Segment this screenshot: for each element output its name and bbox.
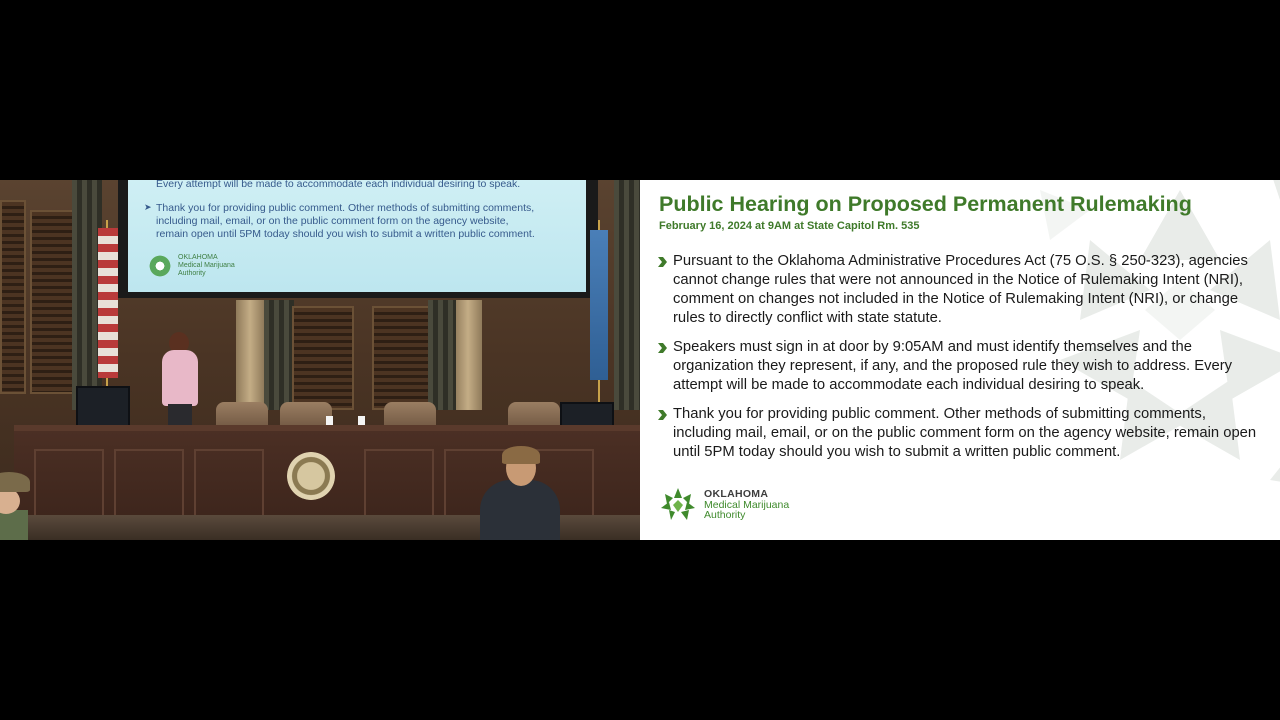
- screen-text: Thank you for providing public comment. Other methods of submitting comments,: [156, 202, 535, 214]
- pillar: [454, 300, 482, 410]
- bullet-text: Speakers must sign in at door by 9:05AM and must identify themselves and the organization they represent, if any, and the proposed rule they wish to address. Every attempt will be made to accommodate each individual desiring to speak.: [673, 339, 1233, 393]
- bullet-item: [658, 405, 1263, 462]
- slide-title: Public Hearing on Proposed Permanent Rulemaking: [659, 192, 1192, 216]
- logo-line-medical-marijuana: Medical Marijuana: [704, 498, 790, 511]
- bullet-list: [658, 252, 1263, 472]
- bullet-text: Thank you for providing public comment. Other methods of submitting comments, including mail, email, or on the public comment form on the agency website, remain open until 5PM today should you wish to submit a written public comment.: [673, 406, 1257, 460]
- screen-text: remain open until 5PM today should you wish to submit a written public comment.: [156, 228, 535, 240]
- ommA-logo-icon: [148, 254, 172, 278]
- capitol-seal: [287, 452, 335, 500]
- chevron-right-icon: [658, 410, 667, 420]
- presentation-slide: [640, 180, 1280, 540]
- omma-star-logo-icon: [659, 486, 697, 524]
- bullet-item: [658, 252, 1263, 328]
- us-flag: [98, 228, 118, 378]
- window-shutter: [0, 200, 26, 394]
- chevron-right-icon: [658, 257, 667, 267]
- person-walking: [476, 450, 566, 540]
- oklahoma-flag: [590, 230, 608, 380]
- bullet-text: Pursuant to the Oklahoma Administrative Procedures Act (75 O.S. § 250-323), agencies cannot change rules that were not announced in the Notice of Rulemaking Intent (NRI), comment on changes not included in the Notice of Rulemaking Intent (NRI), or change rules to directly conflict with state statute.: [673, 253, 1248, 326]
- curtain: [614, 180, 640, 410]
- screen-text: including mail, email, or on the public comment form on the agency website,: [156, 215, 509, 227]
- screen-logo-line: Medical Marijuana: [178, 262, 235, 269]
- monitor: [76, 386, 130, 428]
- curtain: [264, 300, 294, 410]
- person-at-dais: [158, 332, 202, 424]
- window-shutter: [372, 306, 434, 410]
- projector-screen: [128, 180, 586, 292]
- screen-logo: [148, 254, 235, 278]
- omma-logo: [659, 486, 789, 524]
- screen-bullet-icon: ➤: [144, 202, 152, 212]
- screen-text: Every attempt will be made to accommodate each individual desiring to speak.: [156, 180, 521, 190]
- person-in-hat: [0, 472, 30, 540]
- window-shutter: [292, 306, 354, 410]
- bullet-item: [658, 338, 1263, 395]
- pillar: [236, 300, 264, 410]
- screen-logo-line: Authority: [178, 270, 206, 277]
- logo-line-oklahoma: OKLAHOMA: [704, 488, 769, 501]
- logo-line-authority: Authority: [704, 509, 746, 522]
- screen-logo-line: OKLAHOMA: [178, 254, 218, 261]
- curtain: [428, 300, 456, 410]
- chevron-right-icon: [658, 343, 667, 353]
- camera-feed: [0, 180, 640, 540]
- slide-subtitle: February 16, 2024 at 9AM at State Capitol Rm. 535: [659, 220, 920, 232]
